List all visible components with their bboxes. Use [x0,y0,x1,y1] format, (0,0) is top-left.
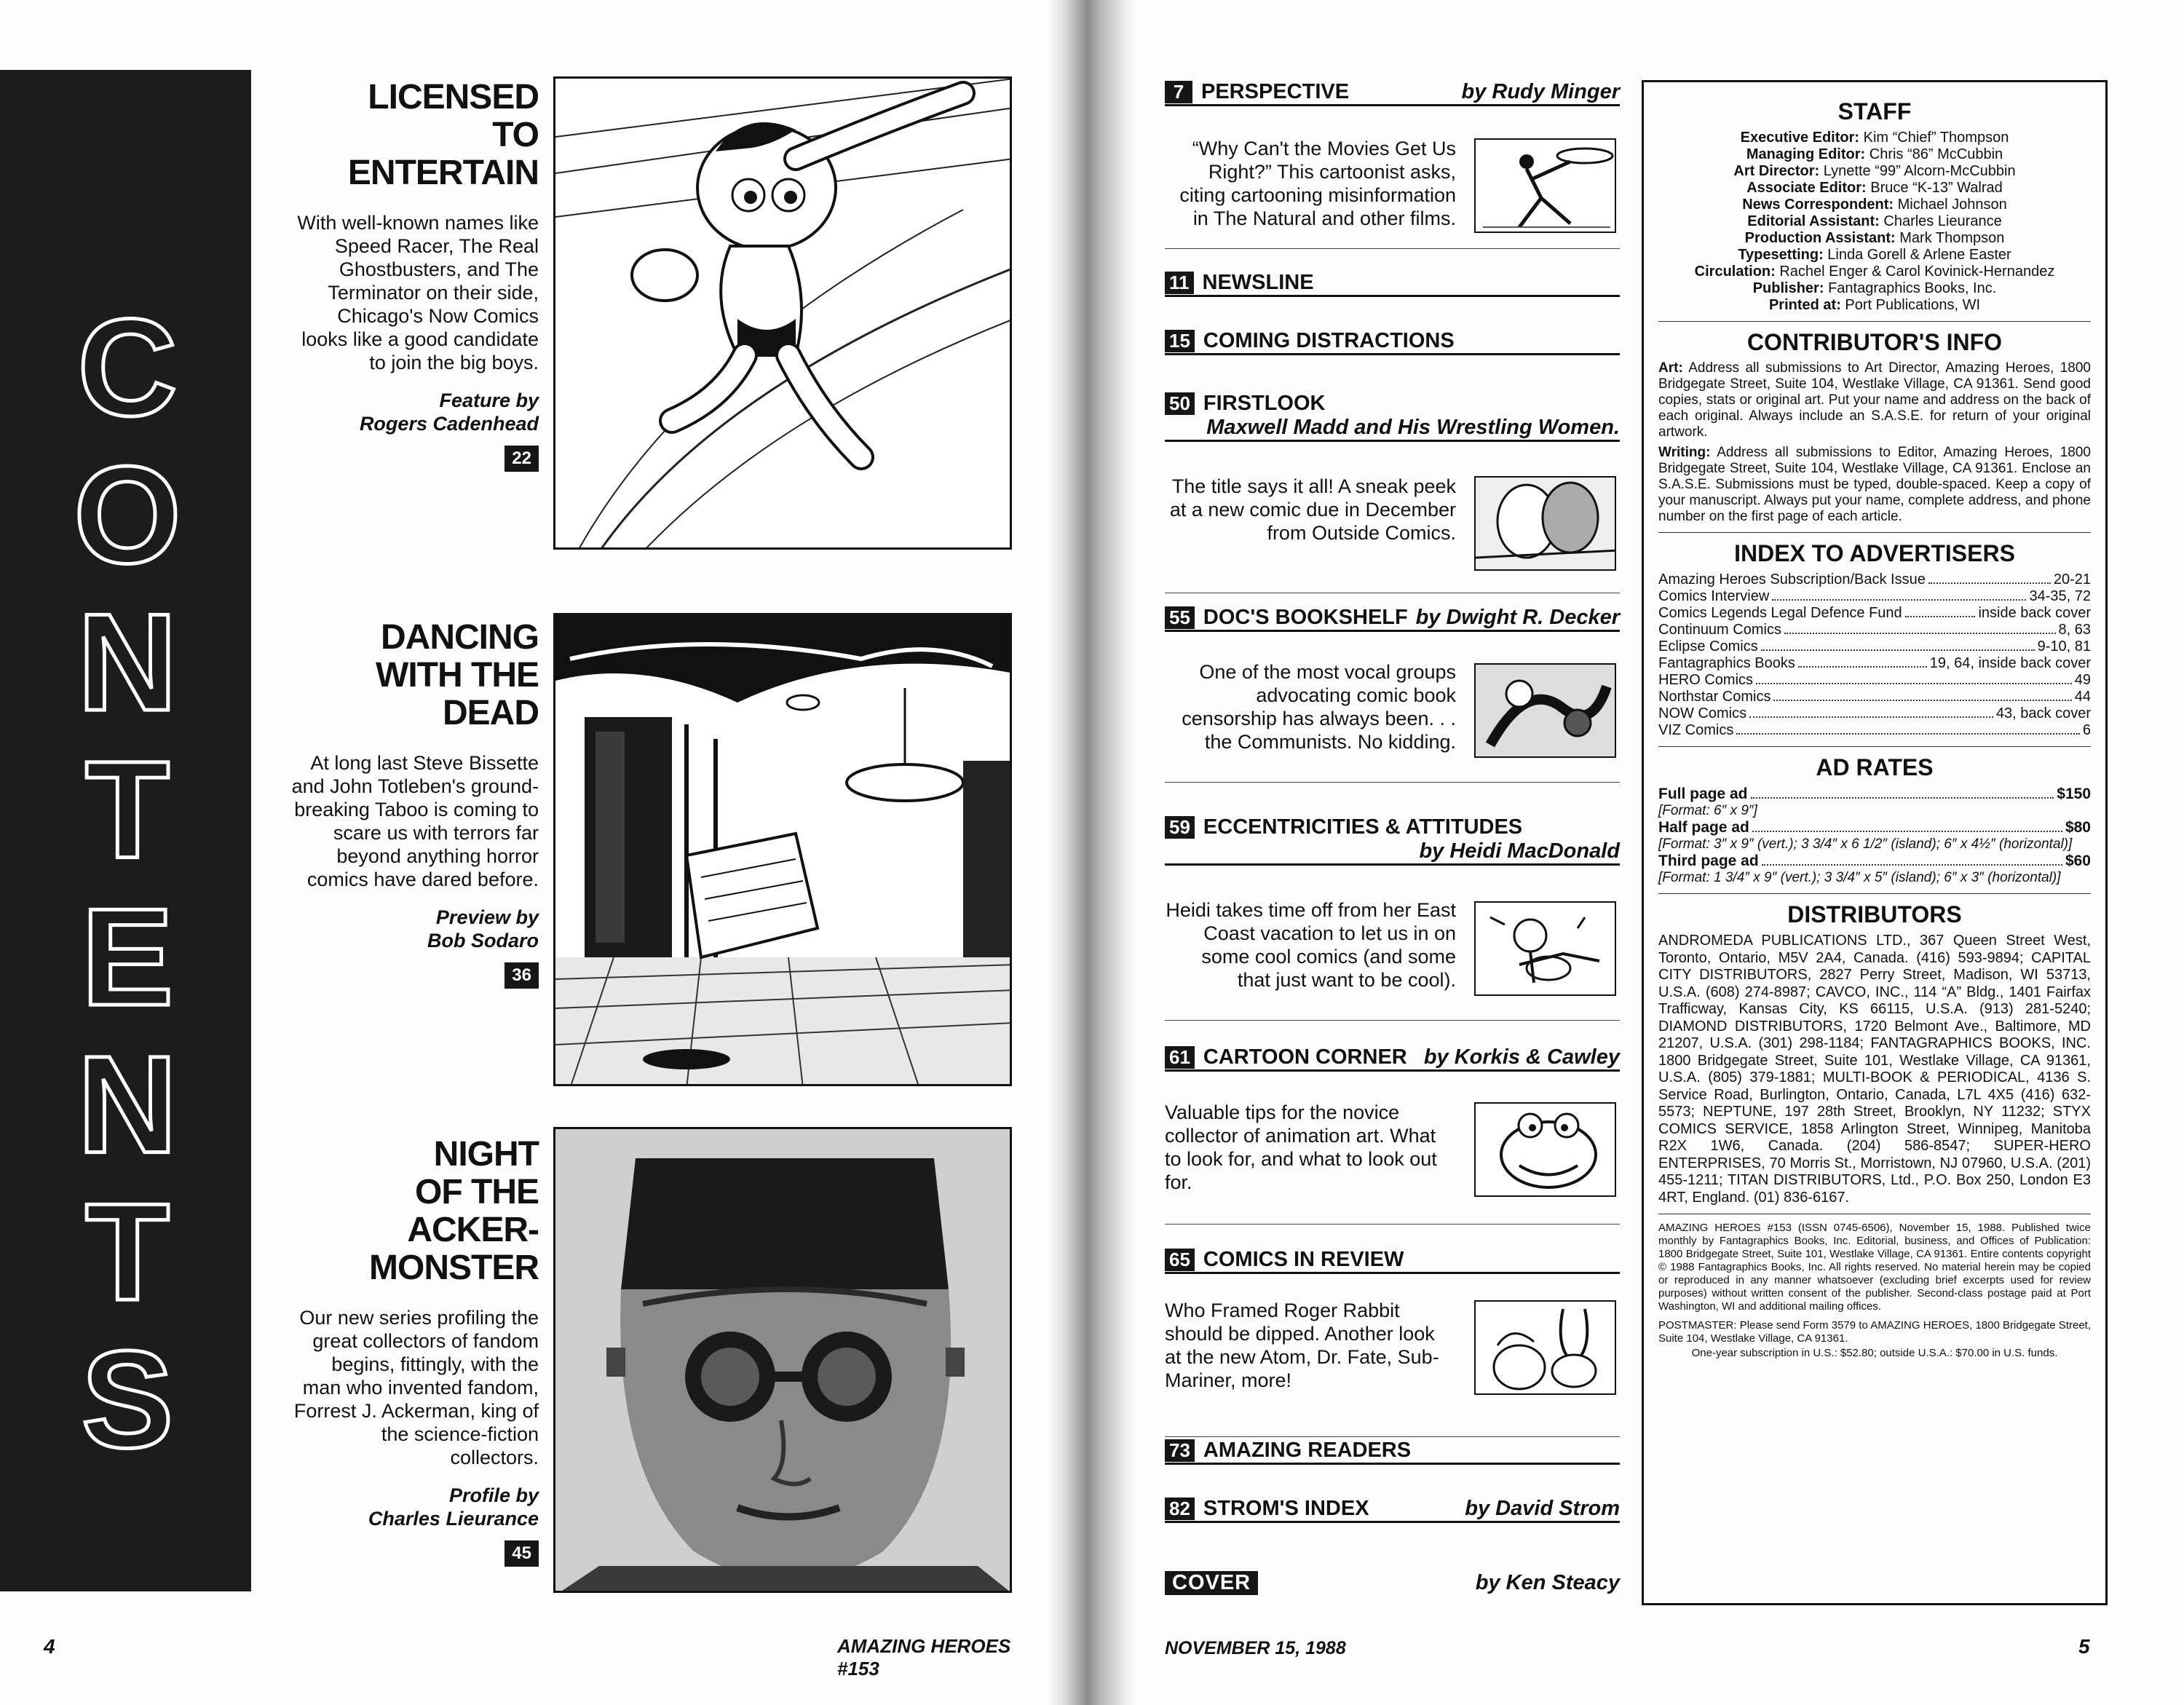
page-number: 5 [2078,1635,2090,1658]
toc-description: Who Framed Roger Rabbit should be dipped. Another look at the new Atom, Dr. Fate, Sub-Mariner, more! [1165,1299,1439,1391]
story-title-line: DEAD [442,694,539,732]
ad-rate-price: $60 [2065,852,2091,869]
staff-line [1658,247,2091,264]
toc-description: Heidi takes time off from her East Coast vacation to let us in on some cool comics (and some that just want to be cool). [1166,899,1456,991]
left-page [0,0,1048,1705]
ad-rate-label: Full page ad [1658,786,1748,802]
ad-rate-format: [Format: 1 3/4″ x 9″ (vert.); 3 3/4″ x 5″ (island); 6″ x 3″ (horizontal)] [1658,870,2061,885]
staff-info-box [1642,80,2108,1605]
staff-name: Chris “86” McCubbin [1869,146,2003,162]
issue-date: NOVEMBER 15, 1988 [1165,1638,1346,1658]
ad-rate-row [1658,852,2091,870]
advertiser-name: HERO Comics [1658,672,1754,688]
postmaster-text: POSTMASTER: Please send Form 3579 to AMAZING HEROES, 1800 Bridgegate Street, Suite 104, Westlake Village, CA 91361. [1658,1319,2091,1345]
staff-name: Lynette “99” Alcorn-McCubbin [1823,163,2016,179]
review-thumbnail [1474,1300,1616,1395]
advertiser-pages: 9-10, 81 [2037,638,2091,654]
staff-name: Linda Gorell & Arlene Easter [1827,247,2011,263]
staff-line [1658,180,2091,197]
advertiser-name: Comics Interview [1658,588,1770,604]
staff-list [1658,130,2091,314]
story-title-line: ENTERTAIN [347,154,539,192]
contributors-art [1658,360,2091,440]
advertiser-name: Comics Legends Legal Defence Fund [1658,605,1902,621]
ad-rate-label: Half page ad [1658,819,1749,836]
advertiser-row[interactable] [1658,638,2091,655]
taboo-room-illustration[interactable] [553,613,1012,1086]
guitar-bug-sketch [1476,903,1616,996]
toc-subtitle: by Heidi MacDonald [1419,839,1620,863]
toc-title: CARTOON CORNER [1203,1045,1407,1069]
staff-name: Bruce “K-13” Walrad [1870,180,2003,196]
advertiser-row[interactable] [1658,622,2091,638]
baseball-player-sketch [1476,140,1616,233]
frog-sketch [1476,1104,1616,1197]
advertiser-row[interactable] [1658,588,2091,605]
cartoon-thumbnail [1474,1102,1616,1197]
ad-rate-price: $150 [2057,786,2091,802]
toc-page-number: 7 [1165,81,1192,103]
page-number-badge[interactable]: 22 [505,446,539,472]
story-credit [291,389,539,435]
credit-line: Profile by [448,1484,539,1506]
ad-rate-format: [Format: 3″ x 9″ (vert.); 3 3/4″ x 6 1/2″ (island); 6″ x 4½″ (horizontal)] [1658,836,2073,852]
staff-line [1658,280,2091,297]
magazine-folio: AMAZING HEROES #153 [837,1635,1011,1680]
contrib-label: Art: [1658,360,1683,376]
advertiser-name: Amazing Heroes Subscription/Back Issue [1658,571,1926,588]
staff-line [1658,297,2091,314]
astro-boy-drawing [555,79,1012,550]
staff-role: Associate Editor: [1746,180,1867,196]
staff-line [1658,197,2091,213]
toc-row-stroms-index[interactable] [1165,1497,1620,1523]
story-credit [291,1484,539,1530]
advertiser-pages: 44 [2074,689,2091,705]
toc-row-eccentricities[interactable] [1165,815,1620,866]
toc-description: “Why Can't the Movies Get Us Right?” This cartoonist asks, citing cartooning misinformation in The Natural and other films. [1179,138,1456,229]
advertiser-pages: 8, 63 [2058,622,2091,638]
staff-heading: STAFF [1837,98,1912,124]
advertiser-pages: 43, back cover [1995,705,2091,721]
advertiser-row[interactable] [1658,672,2091,689]
contents-letter: T [84,732,170,887]
contents-letters [76,288,178,1468]
staff-line [1658,146,2091,163]
staff-line [1658,264,2091,280]
advertiser-name: Eclipse Comics [1658,638,1758,654]
toc-page-number: 50 [1165,392,1195,415]
advertiser-row[interactable] [1658,655,2091,672]
toc-row-amazing-readers[interactable] [1165,1439,1620,1465]
ad-rate-row [1658,819,2091,836]
toc-row-cover[interactable] [1165,1571,1620,1595]
staff-name: Rachel Enger & Carol Kovinick-Hernandez [1779,264,2055,280]
ad-rates-heading: AD RATES [1816,754,1934,780]
advertiser-name: Continuum Comics [1658,622,1781,638]
perspective-thumbnail [1474,138,1616,233]
staff-name: Port Publications, WI [1845,297,1981,313]
cover-byline: by Ken Steacy [1475,1571,1620,1594]
story-title-line: WITH THE [376,656,539,695]
story-title-line: OF THE [415,1173,539,1211]
contents-letter: N [77,585,178,740]
story-title-line: LICENSED [368,78,539,116]
contrib-text: Address all submissions to Editor, Amazing Heroes, 1800 Bridgegate Street, Suite 104, Westlake Village, CA 91361. Enclose an S.A.S.E. Submissions must be typed, double-spaced. Keep a copy of your manuscript. Always put your name, complete address, and phone number on the first page of each article. [1658,445,2091,524]
toc-title: NEWSLINE [1202,271,1314,294]
toc-byline: by Dwight R. Decker [1415,606,1620,629]
toc-title: COMICS IN REVIEW [1203,1248,1404,1271]
contents-letter: N [77,1027,178,1182]
staff-name: Michael Johnson [1897,197,2007,213]
advertisers-list [1658,571,2091,739]
contents-letter: O [76,438,178,593]
page-number: 4 [44,1635,55,1658]
toc-page-number: 65 [1165,1249,1195,1271]
bookshelf-thumbnail [1474,663,1616,758]
advertiser-name: Fantagraphics Books [1658,655,1795,671]
story-title-line: TO [492,116,539,154]
toc-entry-perspective [1165,132,1620,249]
toc-byline: by David Strom [1465,1497,1620,1520]
firstlook-thumbnail [1474,476,1616,571]
contributors-writing [1658,445,2091,525]
toc-title: COMING DISTRACTIONS [1203,329,1455,352]
story-title [291,1136,539,1287]
contrib-label: Writing: [1658,445,1711,460]
contents-band [0,70,251,1591]
story-ackermonster [291,1136,539,1567]
advertiser-pages: 6 [2082,722,2091,738]
toc-page-number: 82 [1165,1498,1195,1520]
contrib-text: Address all submissions to Art Director, Amazing Heroes, 1800 Bridgegate Street, Suite 104, Westlake Village, CA 91361. Send good copies, stats or original art. Put your name and address on the back of each original. Always include an S.A.S.E. for return of your original artwork. [1658,360,2092,440]
contents-letter: C [77,290,178,446]
toc-description: One of the most vocal groups advocating comic book censorship has always been. . . the Communists. No kidding. [1182,661,1456,753]
staff-role: Production Assistant: [1744,230,1896,246]
taboo-room-drawing [555,615,1012,1086]
staff-role: Printed at: [1768,297,1841,313]
toc-row-perspective[interactable] [1165,80,1620,106]
staff-role: Managing Editor: [1746,146,1866,162]
toc-page-number: 61 [1165,1046,1195,1069]
toc-title: DOC'S BOOKSHELF [1203,606,1408,629]
distributors-text: ANDROMEDA PUBLICATIONS LTD., 367 Queen Street West, Toronto, Ontario, M5V 2A4, Canada. (416) 593-9894; CAPITAL CITY DISTRIBUTORS, 2827 Perry Street, Madison, WI 53713, U.S.A. (608) 274-8987; CAVCO, INC., 114 “A” Bldg., 1401 Fairfax Trafficway, Kansas City, KS 66115, U.S.A. (913) 281-5240; DIAMOND DISTRIBUTORS, 1720 Belmont Ave., Baltimore, MD 21207, U.S.A. (301) 298-1184; FANTAGRAPHICS BOOKS, INC. 1800 Bridgegate Street, Suite 101, Westlake Village, CA 91361, U.S.A. (805) 379-1881; MULTI-BOOK & PERIODICAL, 4136 S. Service Road, Burlington, Ontario, Canada, L7L 4X5 (416) 632-5573; NEPTUNE, 197 28th Street, Brooklyn, NY 11232; STYX COMICS SERVICE, 1858 Arlington Street, Winnipeg, Manitoba R2X 1W6, Canada. (204) 586-8547; SUPER-HERO ENTERPRISES, 70 Morris St., Morristown, NJ 07960, U.S.A. (201) 455-1211; TITAN DISTRIBUTORS, Ltd., P.O. Box 250, London E3 4RT, England. (01) 836-6167. [1658,933,2091,1206]
staff-line [1658,130,2091,146]
staff-name: Fantagraphics Books, Inc. [1828,280,1997,296]
cover-badge: COVER [1165,1571,1258,1595]
story-title [291,79,539,192]
wrestlers-sketch [1476,478,1616,571]
credit-line: Charles Lieurance [368,1508,539,1530]
staff-name: Kim “Chief” Thompson [1863,130,2009,146]
toc-title: FIRSTLOOK [1203,392,1326,415]
contents-letter: S [81,1322,174,1468]
divider [1658,746,2091,747]
advertiser-name: VIZ Comics [1658,722,1734,738]
staff-name: Mark Thompson [1899,230,2005,246]
story-licensed [291,79,539,472]
advertiser-pages: 49 [2074,672,2091,688]
toc-entry-firstlook [1165,466,1620,593]
advertiser-pages: 20-21 [2053,571,2091,588]
credit-line: Feature by [439,389,539,411]
toc-row-docs-bookshelf[interactable] [1165,606,1620,632]
story-blurb: Our new series profiling the great collectors of fandom begins, fittingly, with the man who invented fandom, Forrest J. Ackerman, king of the science-fiction collectors. [293,1307,539,1468]
astro-boy-illustration[interactable] [553,76,1012,550]
toc-title: PERSPECTIVE [1201,80,1350,103]
right-page [1136,0,2184,1705]
advertiser-row[interactable] [1658,689,2091,705]
toc-row-comics-in-review[interactable] [1165,1248,1620,1274]
struggle-sketch [1476,665,1616,758]
toc-subtitle: Maxwell Madd and His Wrestling Women. [1206,416,1620,439]
toc-byline: by Korkis & Cawley [1423,1045,1620,1069]
contents-vertical-title [76,288,178,1468]
ad-rate-label: Third page ad [1658,852,1759,869]
advertisers-heading: INDEX TO ADVERTISERS [1734,540,2015,566]
toc-row-firstlook[interactable] [1165,392,1620,442]
staff-name: Charles Lieurance [1883,213,2002,229]
contents-letter: T [84,1175,170,1330]
story-blurb: With well-known names like Speed Racer, The Real Ghostbusters, and The Terminator on their side, Chicago's Now Comics looks like a good candidate to join the big boys. [297,212,539,373]
toc-entry-eccentricities [1165,890,1620,1021]
staff-role: Publisher: [1752,280,1824,296]
advertiser-row[interactable] [1658,571,2091,588]
staff-line [1658,230,2091,247]
toc-entry-bookshelf [1165,652,1620,783]
toc-description: The title says it all! A sneak peek at a new comic due in December from Outside Comics. [1169,475,1456,544]
toc-entry-review [1165,1291,1620,1437]
advertiser-pages: inside back cover [1978,605,2091,621]
story-blurb: At long last Steve Bissette and John Totleben's ground-breaking Taboo is coming to scare us with terrors far beyond anything horror comics have dared before. [291,752,539,890]
staff-role: Editorial Assistant: [1747,213,1880,229]
story-title-line: MONSTER [369,1249,539,1287]
story-title [291,619,539,732]
contents-letter: E [81,880,174,1035]
distributors-heading: DISTRIBUTORS [1787,901,1962,927]
advertiser-row[interactable] [1658,722,2091,739]
toc-row-cartoon-corner[interactable] [1165,1045,1620,1072]
toc-description: Valuable tips for the novice collector of animation art. What to look for, and what to look out for. [1165,1101,1437,1193]
story-title-line: ACKER- [407,1211,539,1249]
indicia-text: AMAZING HEROES #153 (ISSN 0745-6506), November 15, 1988. Published twice monthly by Fantagraphics Books, Inc. Editorial, business, and Offices of Publication: 1800 Bridgegate Street, Suite 101, Westlake Village, CA 91361. Entire contents copyright © 1988 Fantagraphics Books, Inc. All rights reserved. No material herein may be copied or reproduced in any manner whatsoever (excluding brief excerpts used for review purposes) without written consent of the publisher. Second-class postage paid at Port Washington, WI and additional mailing offices. [1658,1222,2091,1313]
advertiser-row[interactable] [1658,605,2091,622]
staff-line [1658,213,2091,230]
toc-title: ECCENTRICITIES & ATTITUDES [1203,815,1523,839]
toc-page-number: 15 [1165,330,1195,352]
advertiser-name: Northstar Comics [1658,689,1771,705]
toc-page-number: 11 [1165,272,1194,294]
toc-row-coming-distractions[interactable] [1165,329,1620,355]
ackermonster-drawing [555,1129,1012,1593]
credit-line: Bob Sodaro [427,930,539,952]
ackermonster-portrait[interactable] [553,1127,1012,1593]
toc-byline: by Rudy Minger [1461,80,1620,103]
page-number-badge[interactable]: 36 [505,962,539,989]
advertiser-pages: 34-35, 72 [2029,588,2091,604]
advertiser-name: NOW Comics [1658,705,1747,721]
contributors-heading: CONTRIBUTOR'S INFO [1746,329,2003,355]
divider [1658,532,2091,533]
ad-rates-list [1658,786,2091,886]
rabbit-sketch [1476,1302,1616,1395]
staff-role: News Correspondent: [1742,197,1894,213]
toc-row-newsline[interactable] [1165,271,1620,297]
divider [1658,321,2091,322]
advertiser-row[interactable] [1658,705,2091,722]
toc-title: STROM'S INDEX [1203,1497,1369,1520]
credit-line: Preview by [435,906,539,928]
subscription-text: One-year subscription in U.S.: $52.80; outside U.S.A.: $70.00 in U.S. funds. [1691,1347,2058,1359]
toc-page-number: 55 [1165,606,1195,629]
staff-line [1658,163,2091,180]
advertiser-pages: 19, 64, inside back cover [1929,655,2091,671]
story-title-line: NIGHT [433,1135,539,1174]
toc-entry-cartoon [1165,1093,1620,1225]
staff-role: Executive Editor: [1740,130,1860,146]
staff-role: Art Director: [1733,163,1820,179]
staff-role: Circulation: [1694,264,1776,280]
ad-rate-format: [Format: 6″ x 9″] [1658,803,1757,818]
story-dancing [291,619,539,989]
divider [1658,893,2091,894]
story-credit [291,906,539,952]
toc-page-number: 59 [1165,816,1195,839]
ad-rate-price: $80 [2065,819,2091,836]
eccentricities-thumbnail [1474,901,1616,996]
ad-rate-row [1658,786,2091,803]
credit-line: Rogers Cadenhead [359,413,539,435]
staff-role: Typesetting: [1738,247,1824,263]
toc-title: AMAZING READERS [1203,1439,1412,1462]
toc-page-number: 73 [1165,1439,1195,1462]
page-number-badge[interactable]: 45 [505,1540,539,1567]
story-title-line: DANCING [381,618,539,657]
book-gutter [1048,0,1136,1705]
